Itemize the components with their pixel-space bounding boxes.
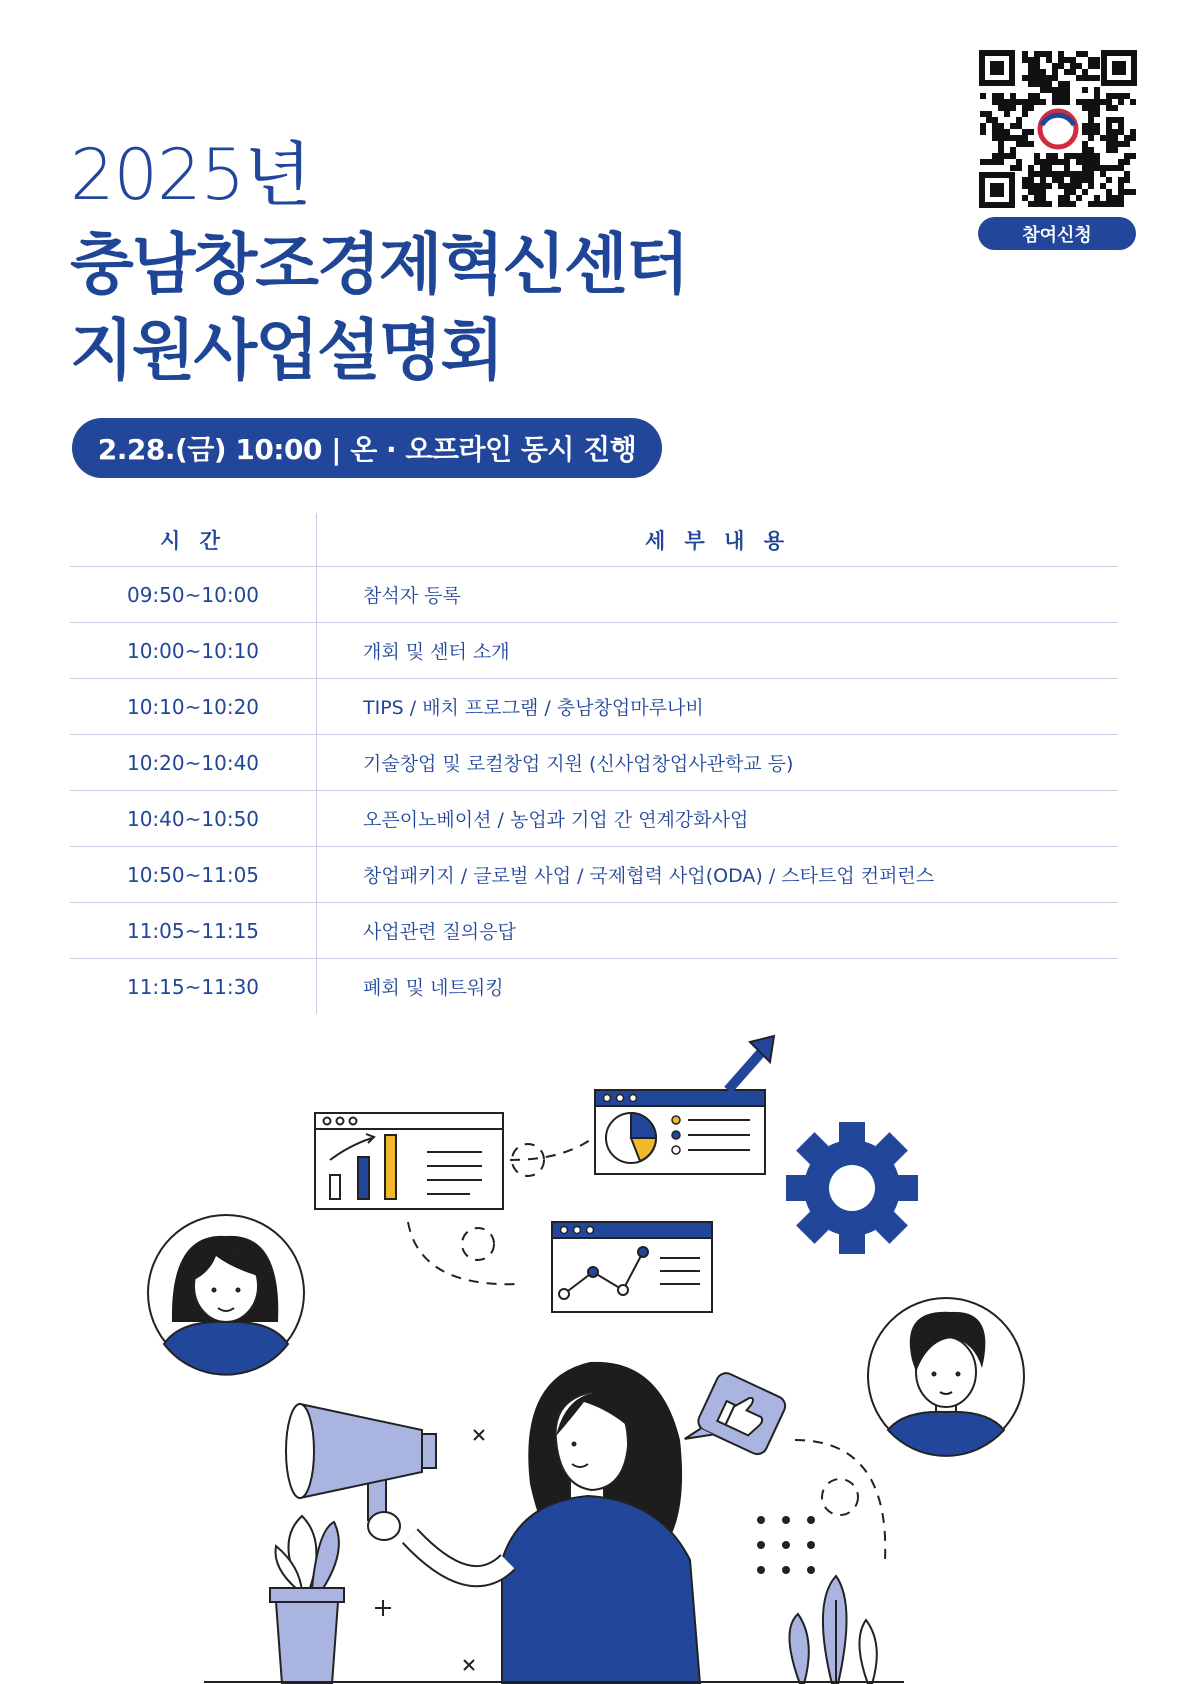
table-row [70, 735, 1118, 791]
plant-pot-icon [270, 1516, 344, 1684]
table-row [70, 959, 1118, 1014]
time-cell: 10:40~10:50 [70, 791, 317, 846]
table-row [70, 903, 1118, 959]
table-row [70, 791, 1118, 847]
dots-decoration-icon [757, 1516, 815, 1574]
time-cell: 10:10~10:20 [70, 679, 317, 734]
gear-icon [786, 1122, 918, 1254]
detail-column-header: 세 부 내 용 [644, 528, 791, 553]
time-cell: 10:00~10:10 [70, 623, 317, 678]
megaphone-icon [286, 1404, 436, 1540]
presentation-illustration [0, 1020, 1191, 1684]
apply-button-label: 참여신청 [1022, 224, 1092, 246]
table-row [70, 679, 1118, 735]
page-title-line1: 충남창조경제혁신센터 [70, 226, 688, 303]
detail-cell: 폐회 및 네트워킹 [363, 977, 504, 999]
detail-cell: 창업패키지 / 글로벌 사업 / 국제협력 사업(ODA) / 스타트업 컨퍼런스 [363, 865, 935, 887]
time-cell: 10:50~11:05 [70, 847, 317, 902]
table-row [70, 567, 1118, 623]
detail-cell: 오픈이노베이션 / 농업과 기업 간 연계강화사업 [363, 809, 749, 831]
detail-cell: 사업관련 질의응답 [363, 921, 516, 943]
line-chart-window-icon [552, 1222, 712, 1312]
qr-code-icon [979, 50, 1137, 208]
presenter-woman-figure [410, 1362, 700, 1684]
time-column-header: 시 간 [70, 513, 317, 566]
schedule-table-header [70, 513, 1118, 567]
detail-cell: 기술창업 및 로컬창업 지원 (신사업창업사관학교 등) [363, 753, 794, 775]
table-row [70, 623, 1118, 679]
time-cell: 10:20~10:40 [70, 735, 317, 790]
detail-cell: TIPS / 배치 프로그램 / 충남창업마루나비 [363, 697, 704, 719]
man-avatar-icon [868, 1298, 1024, 1456]
apply-button[interactable] [978, 217, 1136, 250]
table-row [70, 847, 1118, 903]
event-year: 2025년 [70, 134, 311, 216]
time-cell: 09:50~10:00 [70, 567, 317, 622]
woman-avatar-icon [148, 1215, 304, 1375]
event-info-text: 2.28.(금) 10:00 | 온 · 오프라인 동시 진행 [97, 433, 637, 466]
growth-arrow-icon [728, 1036, 774, 1090]
detail-cell: 개회 및 센터 소개 [363, 641, 510, 663]
page-title-line2: 지원사업설명회 [70, 312, 503, 389]
bar-chart-window-icon [315, 1113, 503, 1209]
detail-cell: 참석자 등록 [363, 585, 461, 607]
schedule-table [70, 513, 1118, 1014]
time-cell: 11:05~11:15 [70, 903, 317, 958]
qr-code[interactable] [979, 50, 1137, 208]
like-bubble-icon [685, 1368, 789, 1472]
leaves-decoration-icon [789, 1576, 876, 1684]
time-cell: 11:15~11:30 [70, 959, 317, 1014]
event-info-banner [72, 418, 662, 478]
pie-chart-window-icon [595, 1090, 765, 1174]
